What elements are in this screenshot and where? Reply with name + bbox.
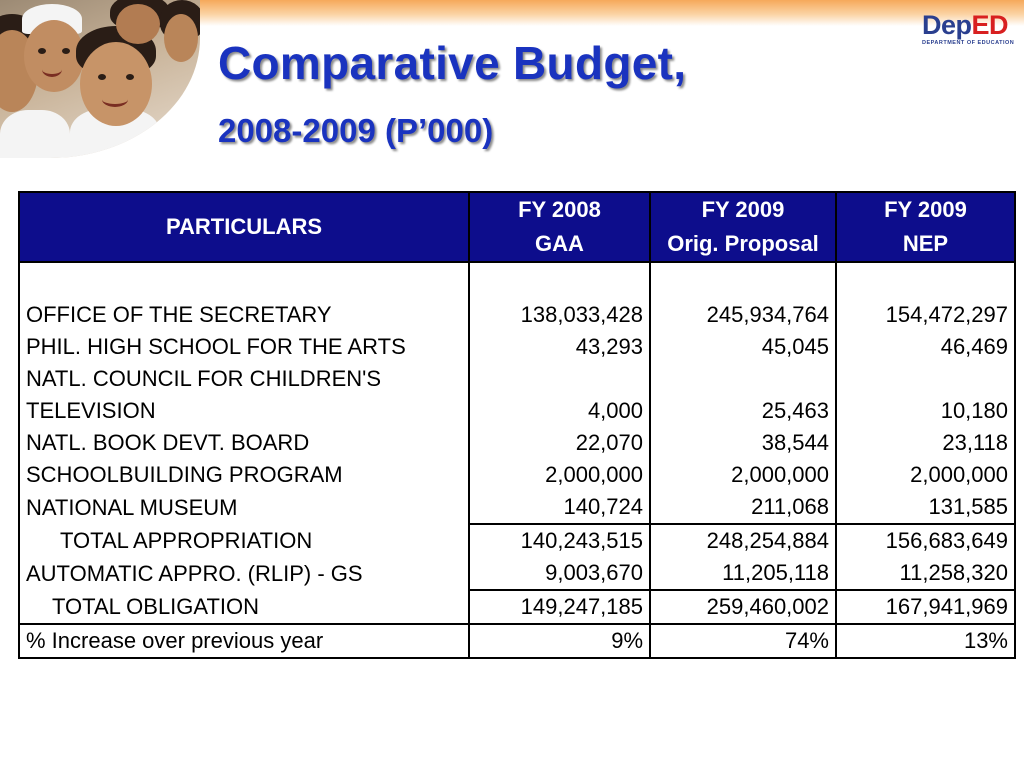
deped-logo — [922, 10, 1022, 50]
row-label: AUTOMATIC APPRO. (RLIP) - GS — [19, 557, 469, 590]
table-row — [19, 299, 1015, 331]
column-header-fy2009-nep — [836, 192, 1015, 262]
value-fy2009-nep: 131,585 — [836, 491, 1015, 524]
page-subtitle: 2008-2009 (P’000) — [218, 112, 494, 149]
logo-ed-text: ED — [971, 10, 1009, 40]
value-fy2009-nep: 2,000,000 — [836, 459, 1015, 491]
table-row — [19, 363, 1015, 395]
value-fy2009-nep — [836, 363, 1015, 395]
row-label: NATL. COUNCIL FOR CHILDREN'S — [19, 363, 469, 395]
row-label: NATL. BOOK DEVT. BOARD — [19, 427, 469, 459]
value-fy2008-gaa — [469, 363, 650, 395]
value-fy2008-gaa: 149,247,185 — [469, 590, 650, 624]
value-fy2008-gaa: 43,293 — [469, 331, 650, 363]
value-fy2008-gaa: 9% — [469, 624, 650, 658]
column-header-sublabel: Orig. Proposal — [667, 231, 819, 256]
value-fy2009-proposal — [650, 363, 836, 395]
row-label: NATIONAL MUSEUM — [19, 491, 469, 524]
column-header-label: FY 2008 — [518, 197, 601, 222]
table-row-percent-increase — [19, 624, 1015, 658]
student-face — [116, 4, 160, 44]
table-cell — [19, 262, 469, 299]
value-fy2009-nep: 167,941,969 — [836, 590, 1015, 624]
row-label: SCHOOLBUILDING PROGRAM — [19, 459, 469, 491]
column-header-label: FY 2009 — [701, 197, 785, 222]
value-fy2009-nep: 156,683,649 — [836, 524, 1015, 557]
table-cell — [469, 262, 650, 299]
value-fy2008-gaa: 140,243,515 — [469, 524, 650, 557]
table-row — [19, 331, 1015, 363]
column-header-fy2008-gaa — [469, 192, 650, 262]
row-label: PHIL. HIGH SCHOOL FOR THE ARTS — [19, 331, 469, 363]
budget-table — [18, 191, 1016, 659]
value-fy2008-gaa: 2,000,000 — [469, 459, 650, 491]
logo-wordmark — [922, 10, 1022, 40]
column-header-sublabel: NEP — [902, 231, 949, 256]
value-fy2009-nep: 23,118 — [836, 427, 1015, 459]
eye — [126, 74, 134, 80]
table-row — [19, 557, 1015, 590]
value-fy2009-nep: 13% — [836, 624, 1015, 658]
student-shirt — [0, 110, 70, 158]
column-header-sublabel: GAA — [535, 231, 584, 256]
student-face — [80, 42, 152, 126]
eye — [38, 48, 46, 54]
value-fy2009-proposal: 25,463 — [650, 395, 836, 427]
value-fy2009-nep: 154,472,297 — [836, 299, 1015, 331]
smile — [102, 92, 128, 107]
logo-dep-text: Dep — [922, 10, 972, 40]
column-header-fy2009-proposal — [650, 192, 836, 262]
table-row-total-obligation — [19, 590, 1015, 624]
value-fy2009-nep: 10,180 — [836, 395, 1015, 427]
table-spacer-row — [19, 262, 1015, 299]
value-fy2009-proposal: 74% — [650, 624, 836, 658]
value-fy2009-proposal: 2,000,000 — [650, 459, 836, 491]
row-label: OFFICE OF THE SECRETARY — [19, 299, 469, 331]
student-face — [164, 14, 198, 62]
table-header-row — [19, 192, 1015, 262]
row-label: % Increase over previous year — [19, 624, 469, 658]
value-fy2008-gaa: 138,033,428 — [469, 299, 650, 331]
value-fy2008-gaa: 4,000 — [469, 395, 650, 427]
students-photo — [0, 0, 200, 158]
value-fy2009-proposal: 45,045 — [650, 331, 836, 363]
value-fy2009-nep: 46,469 — [836, 331, 1015, 363]
table-row-total-appropriation — [19, 524, 1015, 557]
page-title: Comparative Budget, — [218, 37, 687, 89]
value-fy2009-proposal: 38,544 — [650, 427, 836, 459]
value-fy2009-proposal: 245,934,764 — [650, 299, 836, 331]
value-fy2009-proposal: 259,460,002 — [650, 590, 836, 624]
table-row — [19, 459, 1015, 491]
column-header-particulars — [19, 192, 469, 262]
value-fy2009-nep: 11,258,320 — [836, 557, 1015, 590]
eye — [62, 48, 70, 54]
table-cell — [836, 262, 1015, 299]
logo-tagline: DEPARTMENT OF EDUCATION — [922, 40, 1015, 46]
column-header-label: FY 2009 — [884, 197, 967, 222]
column-header-label: PARTICULARS — [165, 214, 323, 239]
value-fy2008-gaa: 22,070 — [469, 427, 650, 459]
value-fy2009-proposal: 11,205,118 — [650, 557, 836, 590]
student-face — [24, 20, 84, 92]
table-row — [19, 491, 1015, 524]
table-row — [19, 427, 1015, 459]
value-fy2008-gaa: 9,003,670 — [469, 557, 650, 590]
value-fy2009-proposal: 211,068 — [650, 491, 836, 524]
row-label: TOTAL APPROPRIATION — [19, 524, 469, 557]
table-row — [19, 395, 1015, 427]
value-fy2009-proposal: 248,254,884 — [650, 524, 836, 557]
smile — [42, 62, 62, 77]
row-label: TELEVISION — [19, 395, 469, 427]
value-fy2008-gaa: 140,724 — [469, 491, 650, 524]
table-cell — [650, 262, 836, 299]
row-label: TOTAL OBLIGATION — [19, 590, 469, 624]
eye — [98, 74, 106, 80]
